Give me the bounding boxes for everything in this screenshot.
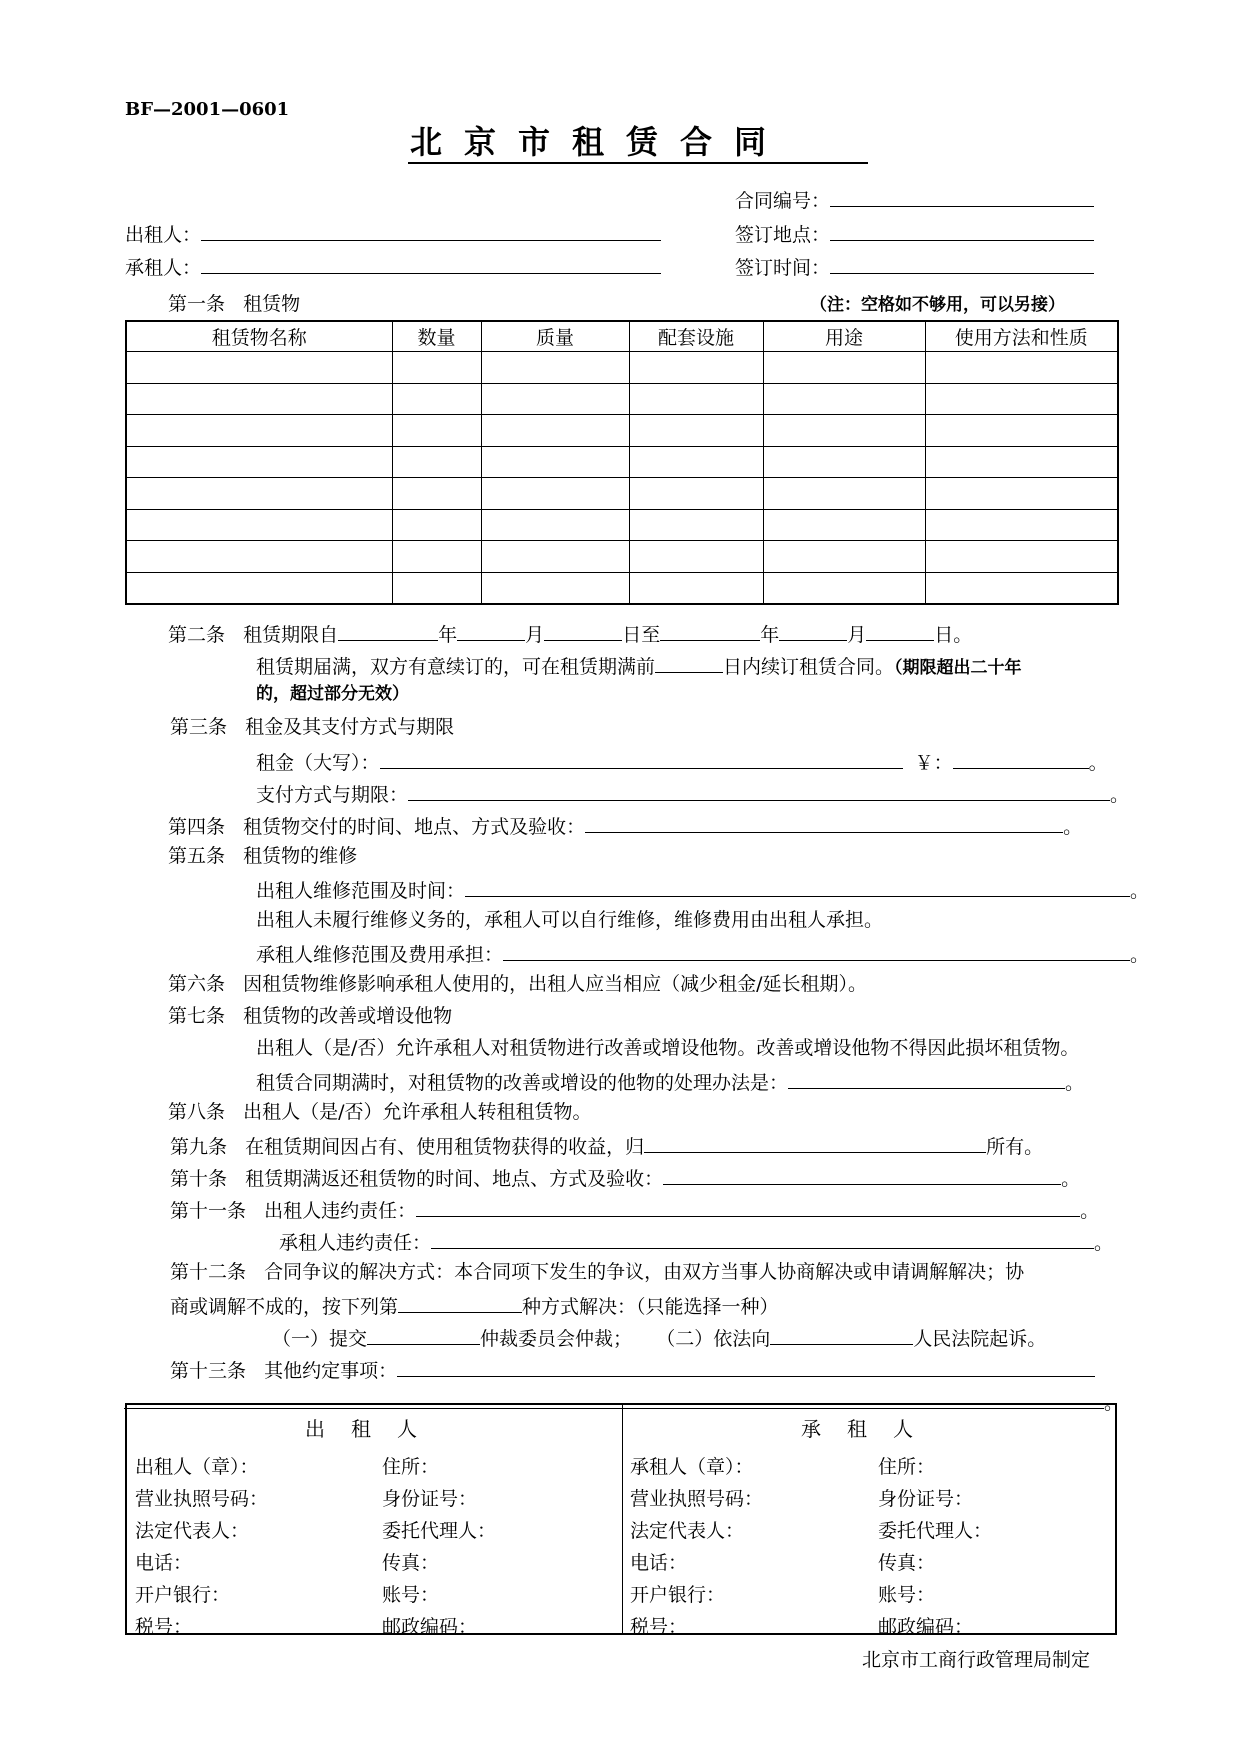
table-cell[interactable]	[925, 352, 1118, 384]
arbitration-tail: 仲裁委员会仲裁；	[480, 1328, 633, 1350]
resolution-choice-blank[interactable]	[398, 1292, 522, 1313]
article-9-label: 第九条	[170, 1136, 228, 1158]
repair-failure-text: 出租人未履行维修义务的，承租人可以自行维修，维修费用由出租人承担。	[256, 909, 884, 931]
table-cell[interactable]	[126, 572, 392, 604]
article-8-label: 第八条	[168, 1101, 226, 1123]
article-11-label: 第十一条	[170, 1200, 247, 1222]
period: 。	[1130, 944, 1150, 966]
payment-field	[256, 780, 1129, 807]
lessor-address-label[interactable]: 住所：	[382, 1456, 440, 1478]
table-cell[interactable]	[763, 478, 925, 510]
income-owner-blank[interactable]	[644, 1132, 986, 1153]
lessee-phone-label[interactable]: 电话：	[630, 1552, 688, 1574]
table-cell[interactable]	[126, 383, 392, 415]
article-12-options	[272, 1324, 1046, 1351]
page-title: 北京市租赁合同	[410, 123, 789, 161]
lessor-column	[127, 1405, 621, 1638]
resolution-choice-tail: 种方式解决：（只能选择一种）	[522, 1296, 779, 1318]
article-1-label: 第一条	[168, 293, 226, 315]
article-9-tail: 所有。	[986, 1136, 1044, 1158]
improvement-disposal-blank[interactable]	[788, 1068, 1065, 1089]
article-2-line-1	[168, 620, 972, 647]
table-row	[126, 572, 1118, 604]
table-cell[interactable]	[925, 446, 1118, 478]
article-10	[170, 1164, 1080, 1191]
article-13-label: 第十三条	[170, 1360, 247, 1382]
court-tail: 人民法院起诉。	[913, 1328, 1047, 1350]
lessor-liability-label: 出租人违约责任：	[264, 1200, 417, 1222]
lease-items-table	[125, 320, 1119, 605]
column-header: 使用方法和性质	[925, 321, 1118, 352]
table-cell[interactable]	[481, 415, 629, 447]
table-row	[126, 541, 1118, 573]
lessee-repair-label: 承租人维修范围及费用承担：	[256, 944, 504, 966]
table-cell[interactable]	[925, 541, 1118, 573]
lessor-account-label[interactable]: 账号：	[382, 1584, 440, 1606]
table-cell[interactable]	[763, 383, 925, 415]
arbitration-label: （一）提交	[272, 1328, 368, 1350]
lessee-field	[125, 253, 661, 280]
sign-place-blank[interactable]	[830, 220, 1094, 241]
lessee-agent-label[interactable]: 委托代理人：	[878, 1520, 993, 1542]
lessee-id-label[interactable]: 身份证号：	[878, 1488, 974, 1510]
table-cell[interactable]	[481, 541, 629, 573]
form-code: BF—2001—0601	[125, 99, 290, 120]
rent-words-blank[interactable]	[380, 748, 903, 769]
contract-no-label: 合同编号：	[735, 190, 831, 212]
column-header: 数量	[392, 321, 481, 352]
end-month-blank[interactable]	[779, 620, 847, 641]
table-cell[interactable]	[763, 541, 925, 573]
lessee-rep-label[interactable]: 法定代表人：	[630, 1520, 745, 1542]
article-4-label: 第四条	[168, 816, 226, 838]
lessor-liability-blank[interactable]	[416, 1196, 1080, 1217]
column-header: 租赁物名称	[126, 321, 392, 352]
rent-label: 租金（大写）：	[256, 752, 380, 774]
payment-label: 支付方式与期限：	[256, 784, 409, 806]
table-row	[126, 352, 1118, 384]
table-row	[126, 478, 1118, 510]
article-3-label: 第三条	[170, 716, 228, 738]
table-cell[interactable]	[763, 509, 925, 541]
article-1-heading	[168, 292, 300, 316]
renewal-text-tail: 日内续订租赁合同。	[723, 656, 895, 678]
table-cell[interactable]	[126, 478, 392, 510]
table-cell[interactable]	[925, 415, 1118, 447]
lessee-bank-label[interactable]: 开户银行：	[630, 1584, 726, 1606]
table-cell[interactable]	[925, 572, 1118, 604]
article-8	[168, 1100, 592, 1124]
arbitration-blank[interactable]	[367, 1324, 480, 1345]
table-cell[interactable]	[925, 383, 1118, 415]
article-11-lessor	[170, 1196, 1099, 1223]
period: 。	[1110, 784, 1130, 806]
article-5-heading	[168, 844, 357, 868]
column-header: 质量	[481, 321, 629, 352]
article-1-note: （注：空格如不够用，可以另接）	[810, 295, 1065, 315]
article-12-text: 合同争议的解决方式：本合同项下发生的争议，由双方当事人协商解决或申请调解解决；协	[264, 1261, 1025, 1283]
table-row	[126, 509, 1118, 541]
article-7-heading	[168, 1004, 452, 1028]
lessor-label: 出租人：	[125, 224, 202, 246]
title-underline	[408, 162, 868, 164]
payment-blank[interactable]	[408, 780, 1110, 801]
month-label: 月	[525, 624, 545, 646]
table-cell[interactable]	[481, 383, 629, 415]
court-label: （二）依法向	[656, 1328, 771, 1350]
day-label: 日。	[934, 624, 973, 646]
renewal-days-blank[interactable]	[655, 652, 723, 673]
article-2-label: 第二条	[168, 624, 226, 646]
contract-no-field	[735, 186, 1094, 213]
lessor-agent-label[interactable]: 委托代理人：	[382, 1520, 497, 1542]
article-12-line-2	[170, 1292, 779, 1319]
article-3-text: 租金及其支付方式与期限	[245, 716, 455, 738]
period: 。	[1061, 1168, 1081, 1190]
table-cell[interactable]	[392, 383, 481, 415]
table-cell[interactable]	[392, 446, 481, 478]
period: 。	[1065, 1072, 1085, 1094]
contract-no-blank[interactable]	[830, 186, 1094, 207]
lessor-heading: 出租人	[305, 1417, 443, 1441]
table-cell[interactable]	[392, 509, 481, 541]
table-cell[interactable]	[481, 352, 629, 384]
article-5-label: 第五条	[168, 845, 226, 867]
lessee-repair-blank[interactable]	[503, 940, 1130, 961]
term-limit-note: （期限超出二十年	[894, 658, 1022, 678]
lessee-column	[622, 1405, 1117, 1638]
article-12-label: 第十二条	[170, 1261, 247, 1283]
delivery-blank[interactable]	[585, 812, 1063, 833]
renewal-text: 租赁期届满，双方有意续订的，可在租赁期满前	[256, 656, 656, 678]
start-day-blank[interactable]	[544, 620, 622, 641]
term-from-label: 租赁期限自	[243, 624, 339, 646]
table-cell[interactable]	[629, 446, 763, 478]
sign-time-label: 签订时间：	[735, 257, 831, 279]
table-cell[interactable]	[392, 415, 481, 447]
table-cell[interactable]	[925, 509, 1118, 541]
sign-place-field	[735, 220, 1094, 247]
year-label: 年	[760, 624, 780, 646]
table-cell[interactable]	[481, 572, 629, 604]
table-cell[interactable]	[629, 415, 763, 447]
table-cell[interactable]	[481, 509, 629, 541]
term-limit-note-cont: 的，超过部分无效）	[256, 684, 409, 704]
sign-place-label: 签订地点：	[735, 224, 831, 246]
lessor-phone-label[interactable]: 电话：	[135, 1552, 193, 1574]
period: 。	[1063, 816, 1083, 838]
article-11-lessee	[279, 1228, 1113, 1255]
table-cell[interactable]	[126, 352, 392, 384]
table-header-row	[126, 321, 1118, 352]
table-row	[126, 446, 1118, 478]
lessee-label: 承租人：	[125, 257, 202, 279]
article-2-line-2	[256, 652, 1022, 680]
table-cell[interactable]	[629, 509, 763, 541]
table-cell[interactable]	[392, 352, 481, 384]
table-row	[126, 383, 1118, 415]
resolution-choice-label: 商或调解不成的，按下列第	[170, 1296, 399, 1318]
table-row	[126, 415, 1118, 447]
lessee-address-label[interactable]: 住所：	[878, 1456, 936, 1478]
table-cell[interactable]	[126, 415, 392, 447]
return-blank[interactable]	[663, 1164, 1061, 1185]
lessee-postcode-label[interactable]: 邮政编码：	[878, 1616, 974, 1638]
table-cell[interactable]	[392, 572, 481, 604]
article-9-text: 在租赁期间因占有、使用租赁物获得的收益，归	[245, 1136, 645, 1158]
table-cell[interactable]	[126, 541, 392, 573]
period: 。	[1088, 752, 1108, 774]
rent-amount-blank[interactable]	[953, 748, 1089, 769]
lessor-blank[interactable]	[201, 220, 661, 241]
parties-signature-table	[125, 1403, 1117, 1638]
article-6-label: 第六条	[168, 973, 226, 995]
table-cell[interactable]	[126, 446, 392, 478]
end-year-blank[interactable]	[660, 620, 760, 641]
period: 。	[1094, 1232, 1114, 1254]
column-header: 配套设施	[629, 321, 763, 352]
lessee-blank[interactable]	[201, 253, 661, 274]
lessee-license-label[interactable]: 营业执照号码：	[630, 1488, 764, 1510]
lessee-tax-label[interactable]: 税号：	[630, 1616, 688, 1638]
table-cell[interactable]	[763, 446, 925, 478]
table-cell[interactable]	[481, 478, 629, 510]
day-to-label: 日至	[622, 624, 661, 646]
year-label: 年	[438, 624, 458, 646]
lessee-seal-label[interactable]: 承租人（章）：	[630, 1456, 754, 1478]
article-13-text: 其他约定事项：	[264, 1360, 398, 1382]
lessee-liability-label: 承租人违约责任：	[279, 1232, 432, 1254]
article-6	[168, 972, 867, 996]
lessor-seal-label[interactable]: 出租人（章）：	[135, 1456, 259, 1478]
table-cell[interactable]	[763, 415, 925, 447]
lessee-fax-label[interactable]: 传真：	[878, 1552, 936, 1574]
lessor-repair-field	[256, 876, 1149, 903]
article-9	[170, 1132, 1043, 1159]
article-6-text: 因租赁物维修影响承租人使用的，出租人应当相应（减少租金/延长租期）。	[243, 973, 868, 995]
lessee-repair-field	[256, 940, 1149, 967]
table-cell[interactable]	[126, 509, 392, 541]
period: 。	[1080, 1200, 1100, 1222]
lessor-license-label[interactable]: 营业执照号码：	[135, 1488, 269, 1510]
lessor-repair-label: 出租人维修范围及时间：	[256, 880, 466, 902]
lessor-repair-blank[interactable]	[465, 876, 1130, 897]
article-10-label: 第十条	[170, 1168, 228, 1190]
article-7-label: 第七条	[168, 1005, 226, 1027]
article-4	[168, 812, 1082, 839]
lessee-account-label[interactable]: 账号：	[878, 1584, 936, 1606]
article-5-text: 租赁物的维修	[243, 845, 358, 867]
article-10-text: 租赁期满返还租赁物的时间、地点、方式及验收：	[245, 1168, 664, 1190]
article-4-text: 租赁物交付的时间、地点、方式及验收：	[243, 816, 586, 838]
end-day-blank[interactable]	[866, 620, 934, 641]
table-cell[interactable]	[629, 572, 763, 604]
table-cell[interactable]	[629, 352, 763, 384]
table-cell[interactable]	[629, 541, 763, 573]
article-13	[170, 1356, 1095, 1383]
lessor-fax-label[interactable]: 传真：	[382, 1552, 440, 1574]
period: 。	[1104, 1392, 1124, 1414]
sign-time-field	[735, 253, 1094, 280]
table-cell[interactable]	[392, 541, 481, 573]
start-year-blank[interactable]	[338, 620, 438, 641]
yen-label: ￥：	[914, 752, 953, 774]
month-label: 月	[847, 624, 867, 646]
period: 。	[1130, 880, 1150, 902]
article-1-text: 租赁物	[243, 293, 301, 315]
table-cell[interactable]	[392, 478, 481, 510]
lessor-rep-label[interactable]: 法定代表人：	[135, 1520, 250, 1542]
table-cell[interactable]	[763, 572, 925, 604]
lessee-heading: 承租人	[801, 1417, 939, 1441]
lessor-tax-label[interactable]: 税号：	[135, 1616, 193, 1638]
start-month-blank[interactable]	[457, 620, 525, 641]
table-cell[interactable]	[481, 446, 629, 478]
column-header: 用途	[763, 321, 925, 352]
lessee-liability-blank[interactable]	[431, 1228, 1094, 1249]
article-7-line-1: 出租人（是/否）允许承租人对租赁物进行改善或增设他物。改善或增设他物不得因此损坏租赁物。	[256, 1037, 1080, 1059]
table-cell[interactable]	[763, 352, 925, 384]
table-cell[interactable]	[629, 478, 763, 510]
table-cell[interactable]	[629, 383, 763, 415]
rent-field	[256, 748, 1108, 775]
article-7-line-2	[256, 1068, 1084, 1095]
lessor-bank-label[interactable]: 开户银行：	[135, 1584, 231, 1606]
lessor-postcode-label[interactable]: 邮政编码：	[382, 1616, 478, 1638]
lessor-id-label[interactable]: 身份证号：	[382, 1488, 478, 1510]
article-7-text: 租赁物的改善或增设他物	[243, 1005, 453, 1027]
other-terms-blank[interactable]	[397, 1356, 1095, 1377]
sign-time-blank[interactable]	[830, 253, 1094, 274]
article-8-text: 出租人（是/否）允许承租人转租租赁物。	[243, 1101, 592, 1123]
article-12-line-1	[170, 1260, 1024, 1284]
lessor-field	[125, 220, 661, 247]
table-cell[interactable]	[925, 478, 1118, 510]
article-3-heading	[170, 715, 454, 739]
issuer-footer: 北京市工商行政管理局制定	[862, 1649, 1091, 1671]
court-blank[interactable]	[770, 1324, 913, 1345]
improvement-disposal-label: 租赁合同期满时，对租赁物的改善或增设的他物的处理办法是：	[256, 1072, 789, 1094]
